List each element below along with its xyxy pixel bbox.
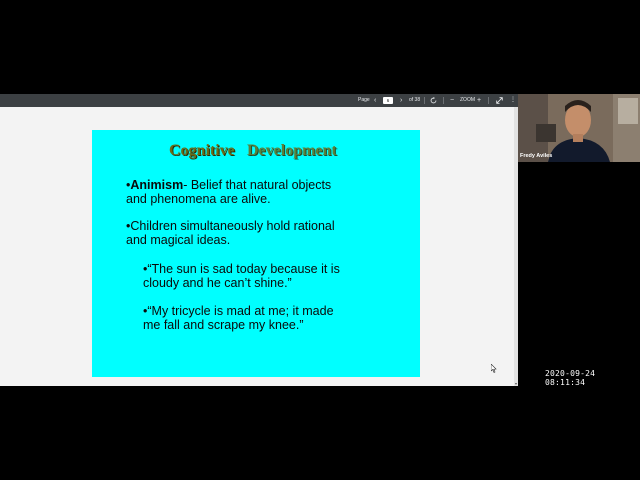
sub-bullet-tricycle bbox=[143, 304, 334, 332]
slide-title bbox=[92, 142, 420, 164]
rotate-icon[interactable] bbox=[430, 94, 437, 107]
zoom-out-button[interactable]: − bbox=[450, 97, 455, 104]
slide-title-part1: Cognitive bbox=[169, 142, 235, 159]
bullet-text: - Belief that natural objects bbox=[183, 178, 332, 192]
sub-bullet-line1: •“The sun is sad today because it is bbox=[143, 262, 340, 276]
document-viewer bbox=[0, 94, 518, 386]
page-number-input[interactable]: 6 bbox=[383, 97, 393, 104]
bullet-text: •Children simultaneously hold rational bbox=[126, 219, 335, 233]
bullet-animism: •Animism- Belief that natural objects and phenomena are alive. bbox=[126, 178, 332, 206]
webcam-image bbox=[518, 94, 640, 162]
page-label: Page bbox=[358, 97, 370, 103]
zoom-label: ZOOM bbox=[460, 97, 475, 103]
scroll-down-icon[interactable]: ▾ bbox=[514, 381, 517, 386]
toolbar-divider bbox=[443, 97, 444, 104]
bullet-bold-term: Animism bbox=[130, 178, 184, 192]
mouse-cursor-icon bbox=[491, 364, 497, 373]
sub-bullet-line2: cloudy and he can’t shine.” bbox=[143, 276, 292, 290]
webcam-feed bbox=[518, 94, 640, 162]
slide-title-part2: Development bbox=[247, 142, 337, 159]
sub-bullet-sun bbox=[143, 262, 340, 290]
slide bbox=[92, 130, 420, 377]
bullet-text-line2: and magical ideas. bbox=[126, 233, 231, 247]
zoom-in-button[interactable]: + bbox=[477, 97, 482, 104]
participant-name: Fredy Aviles bbox=[520, 153, 553, 159]
bullet-text-line2: and phenomena are alive. bbox=[126, 192, 271, 206]
sub-bullet-line1: •“My tricycle is mad at me; it made bbox=[143, 304, 334, 318]
toolbar-divider bbox=[424, 97, 425, 104]
timestamp: 2020-09-24 08:11:34 bbox=[545, 369, 596, 387]
next-page-icon[interactable]: › bbox=[400, 97, 403, 104]
viewer-toolbar bbox=[0, 94, 518, 107]
fullscreen-icon[interactable] bbox=[496, 94, 503, 107]
more-options-icon[interactable]: ⋮ bbox=[510, 97, 516, 103]
toolbar-divider bbox=[488, 97, 489, 104]
prev-page-icon[interactable]: ‹ bbox=[374, 97, 377, 104]
page-total: of 38 bbox=[409, 97, 421, 103]
bullet-rational-magical bbox=[126, 219, 335, 247]
sub-bullet-line2: me fall and scrape my knee.” bbox=[143, 318, 304, 332]
